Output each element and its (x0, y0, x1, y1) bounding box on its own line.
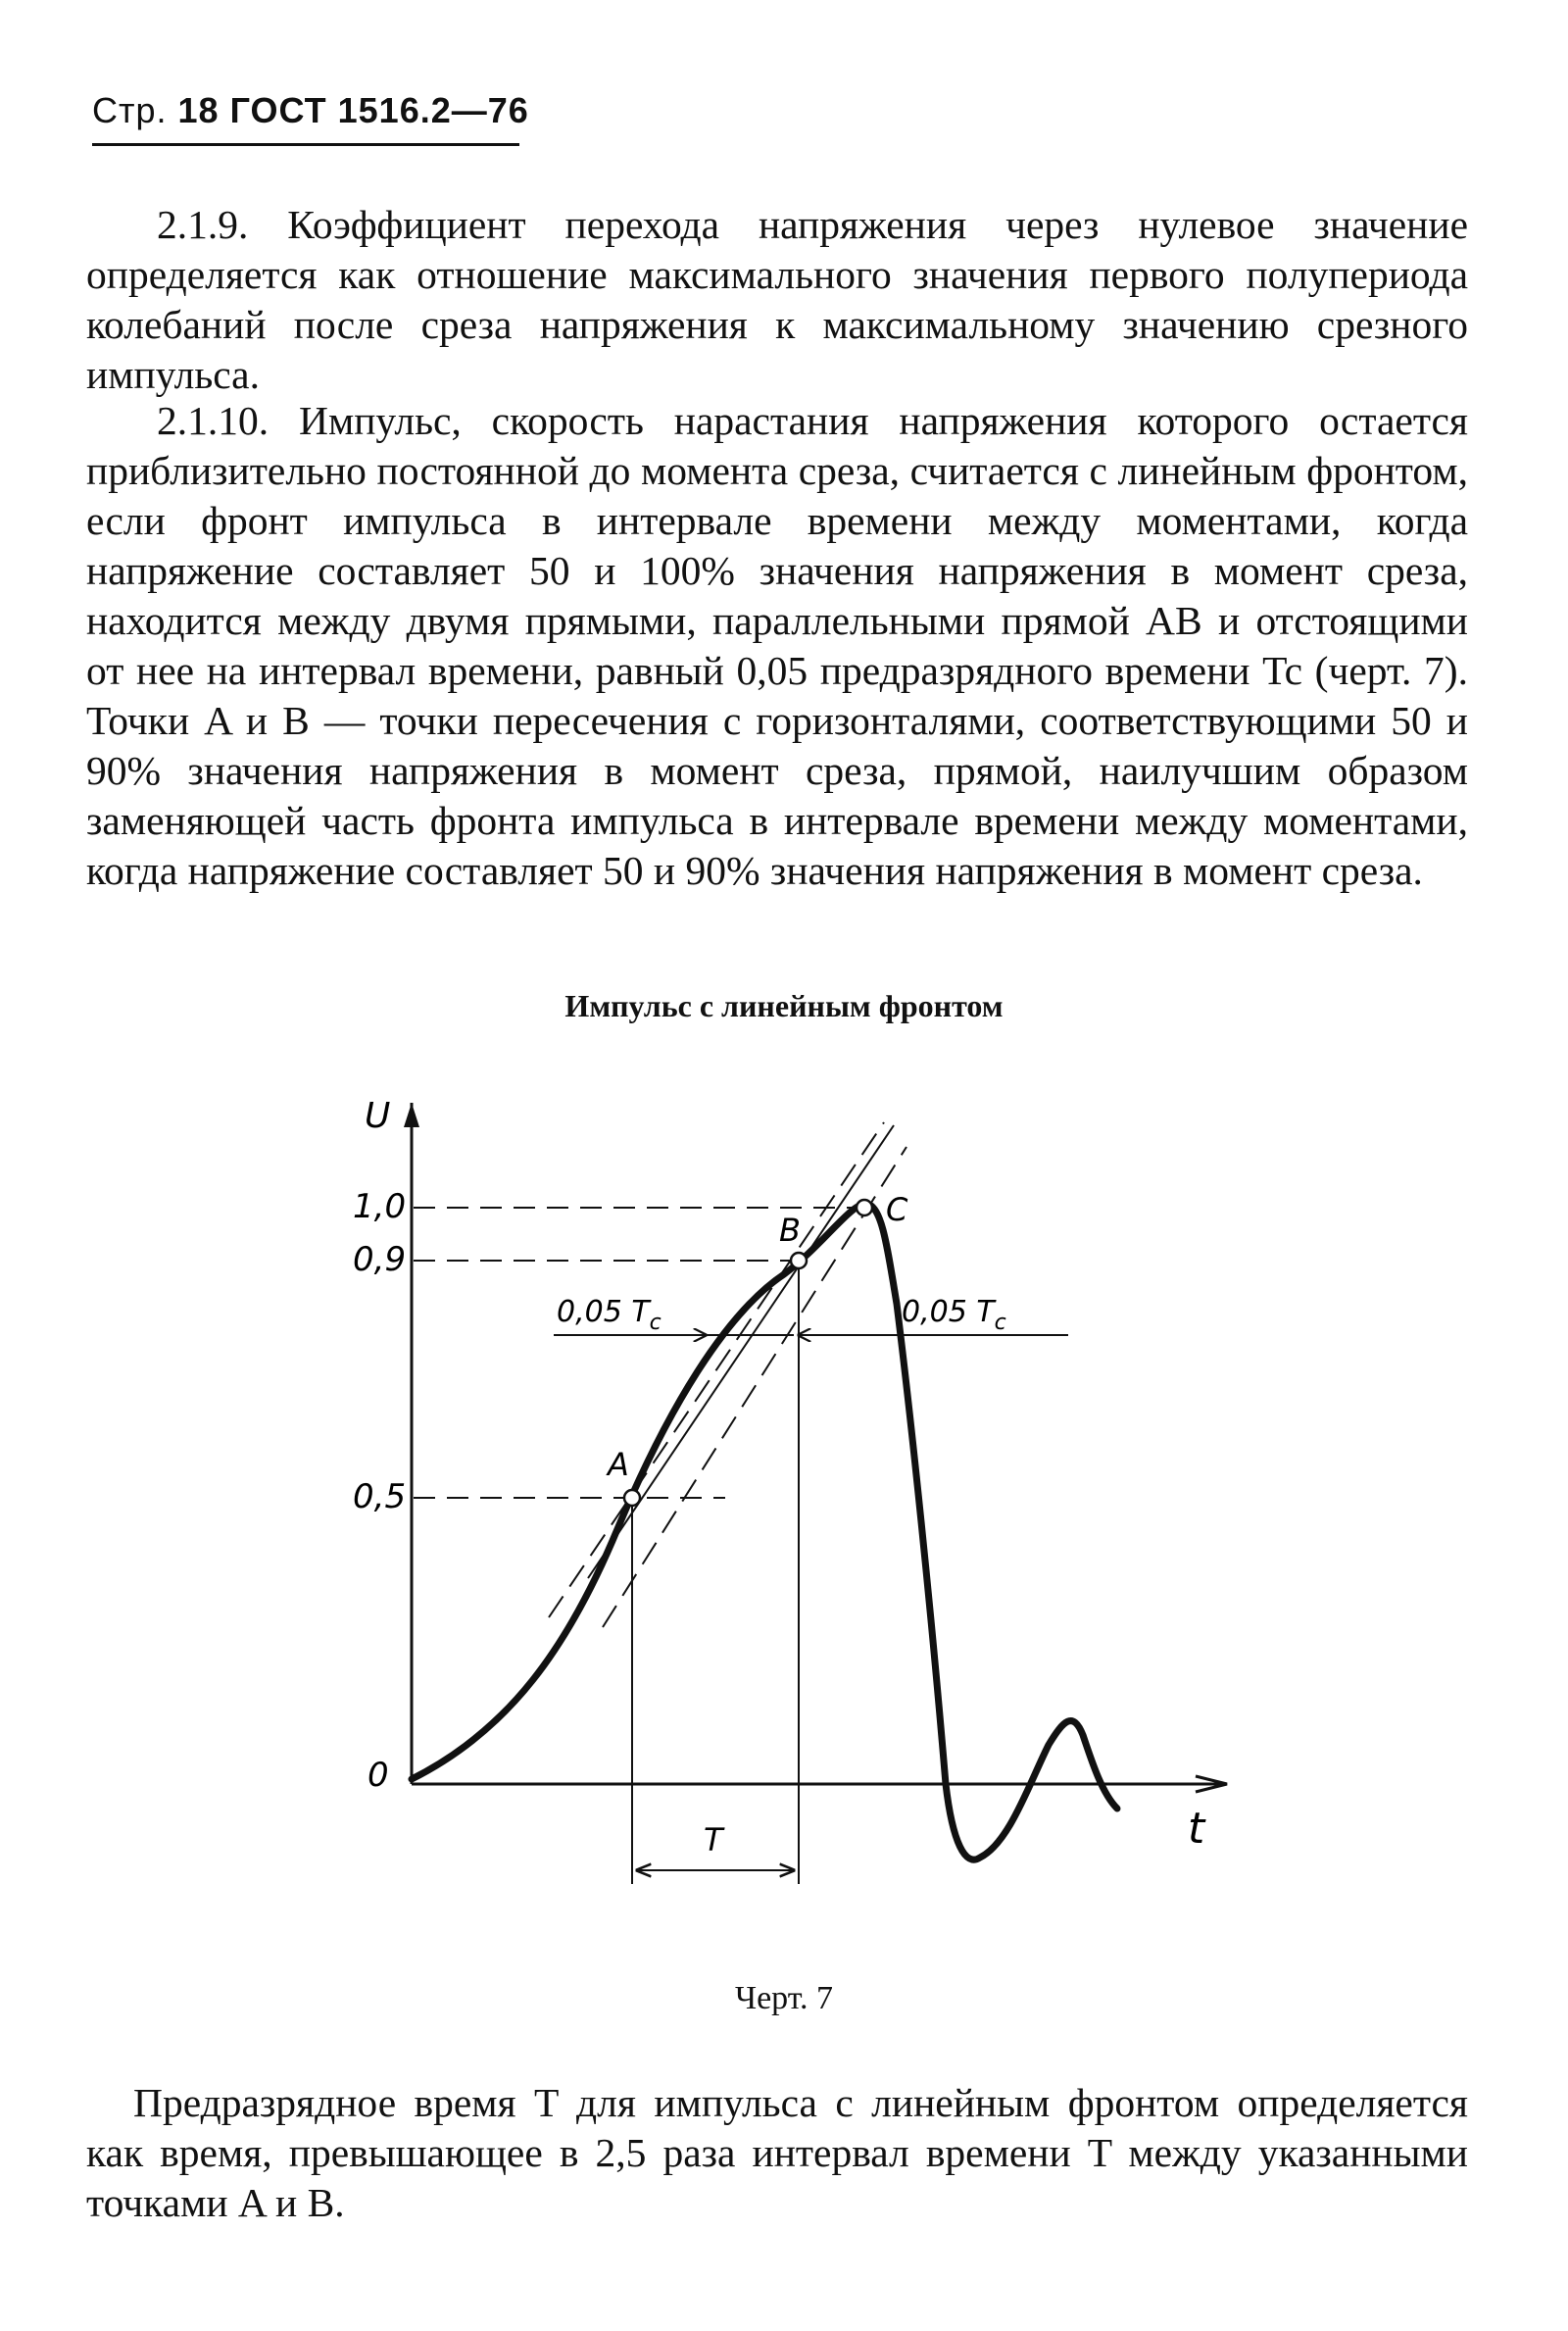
point-c-marker (857, 1200, 872, 1215)
page-number: 18 (177, 90, 220, 130)
front-boundary-right-dashed (603, 1147, 906, 1627)
paragraph-text: Предразрядное время T для импульса с линейным фронтом определяется как время, превышающее в 2,5 раза интервал времени T между указанными точками A и B. (86, 2080, 1468, 2225)
point-a-label: A (608, 1446, 629, 1483)
point-a-marker (624, 1490, 640, 1506)
standard-code: ГОСТ 1516.2—76 (229, 90, 529, 130)
line-ab (588, 1125, 894, 1578)
x-axis-label: t (1188, 1804, 1205, 1854)
paragraph-text: 2.1.9. Коэффициент перехода напряжения через нулевое значение определяется как отношение максимального значения первого полупериода колебаний после среза напряжения к максимальному значению срезного импульса. (86, 202, 1468, 397)
point-c-label: C (886, 1191, 908, 1228)
y-axis-label: U (365, 1096, 391, 1136)
figure-caption: Черт. 7 (734, 1980, 834, 2016)
y-tick-1-0: 1,0 (353, 1187, 407, 1226)
interval-label-left: 0,05 $T_c$ (557, 1295, 662, 1335)
y-tick-0: 0 (368, 1756, 389, 1795)
page-prefix: Стр. (92, 90, 168, 130)
paragraph-predischarge-time (86, 2078, 1468, 2228)
interval-t-label: T (704, 1821, 723, 1859)
point-b-marker (791, 1253, 807, 1268)
front-boundary-left-dashed (549, 1122, 884, 1617)
y-tick-0-5: 0,5 (353, 1477, 407, 1516)
figure-title: Импульс с линейным фронтом (564, 988, 1004, 1023)
pulse-curve (412, 1204, 1117, 1860)
y-axis-arrow (404, 1103, 419, 1127)
y-tick-0-9: 0,9 (353, 1240, 407, 1279)
paragraph-text: 2.1.10. Импульс, скорость нарастания напряжения которого остается приблизительно постоянной до момента среза, считается с линейным фронтом, если фронт импульса в интервале времени между моментами, когда напряжение составляет 50 и 100% значения напряжения в момент среза, находится между двумя прямыми, параллельными прямой AB и отстоящими от нее на интервал времени, равный 0,05 предразрядного времени Tc (черт. 7). Точки A и B — точки пересечения с горизонталями, соответствующими 50 и 90% значения напряжения в момент среза, прямой, наилучшим образом заменяющей часть фронта импульса в интервале времени между моментами, когда напряжение составляет 50 и 90% значения напряжения в момент среза. (86, 398, 1468, 893)
point-b-label: B (779, 1212, 801, 1249)
interval-label-right: 0,05 $T_c$ (902, 1295, 1006, 1335)
